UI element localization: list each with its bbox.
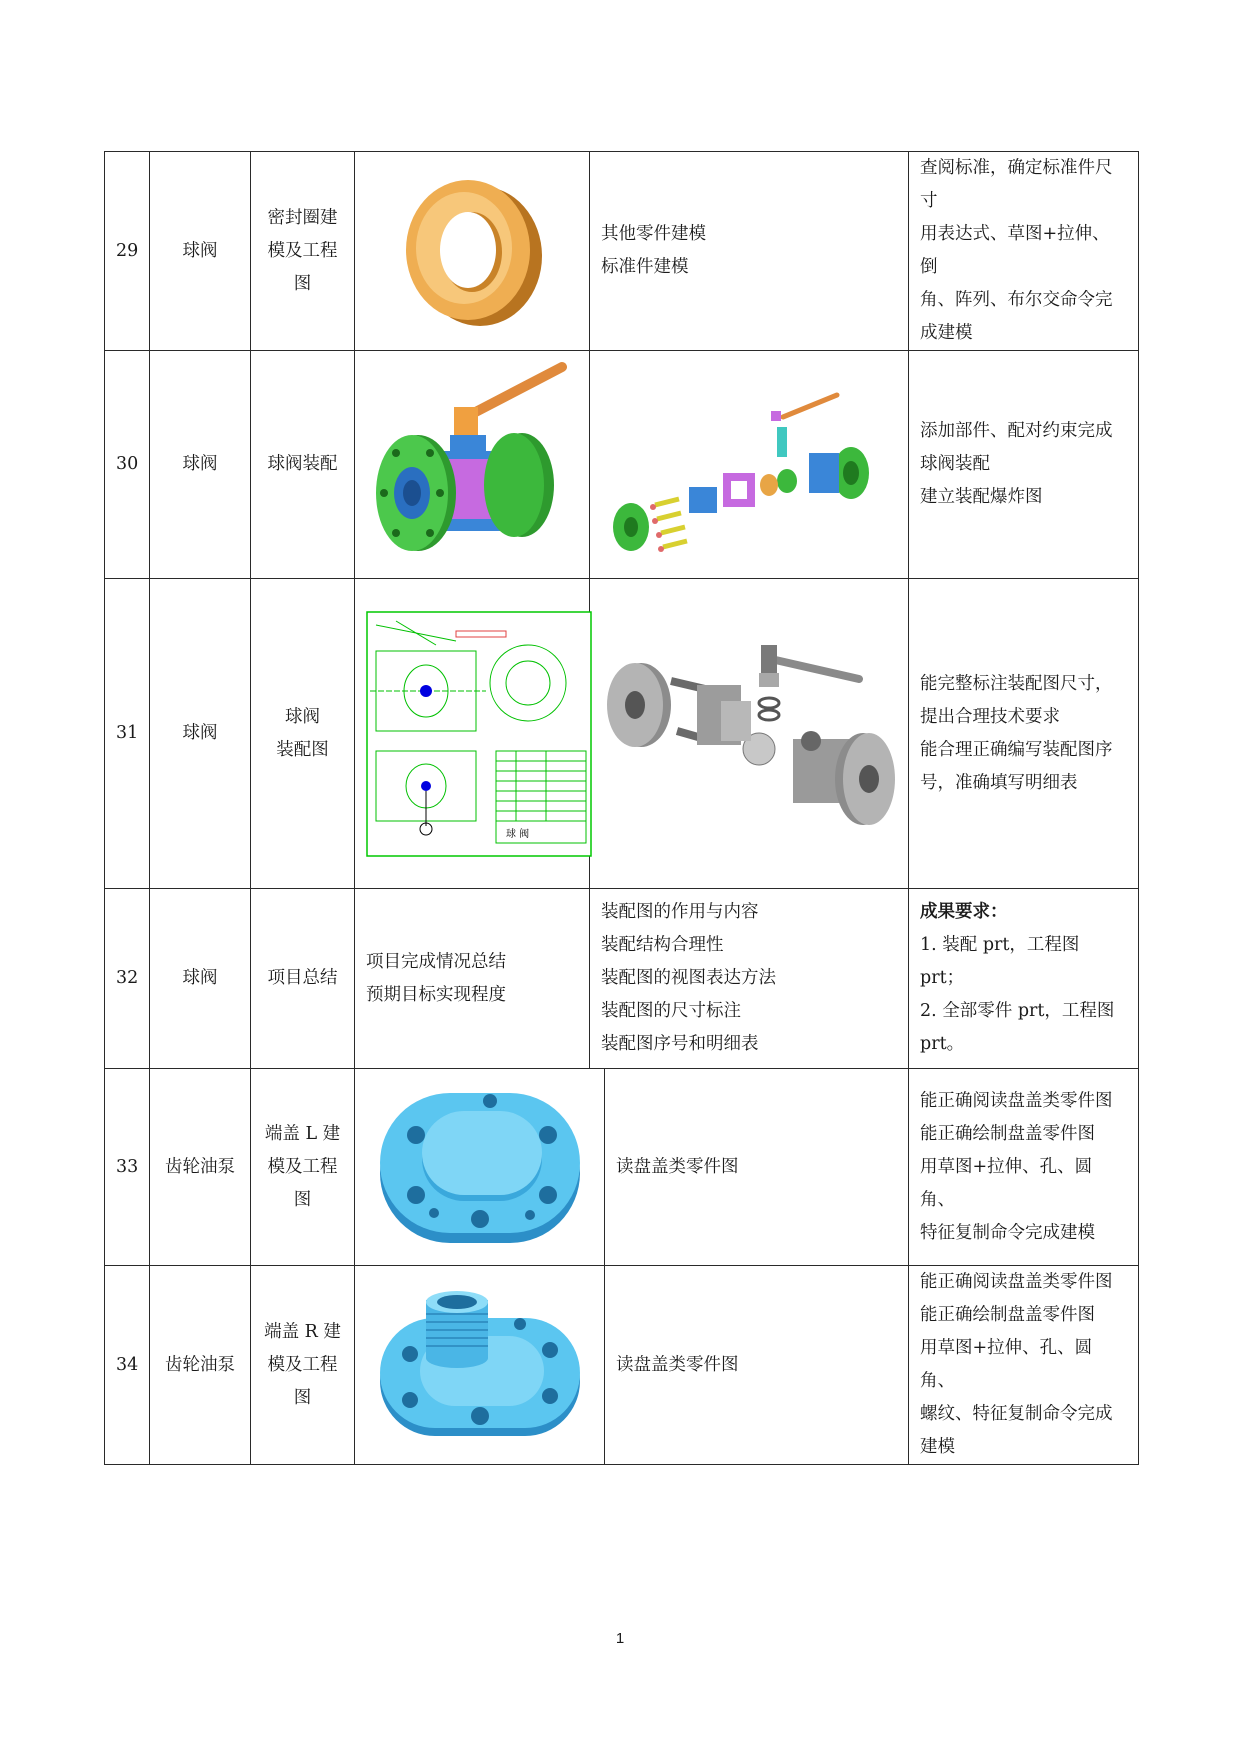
ball-valve-drawing-image (355, 579, 590, 889)
requirements-cell: 成果要求： 1. 装配 prt，工程图 prt； 2. 全部零件 prt，工程图 prt。 (909, 889, 1139, 1069)
content-cell: 读盘盖类零件图 (605, 1266, 909, 1465)
table-row (105, 1069, 1139, 1266)
table-row (105, 351, 1139, 579)
task-name: 端盖 R 建 模及工程 图 (251, 1266, 355, 1465)
task-name: 密封圈建 模及工程 图 (251, 152, 355, 351)
table-row (105, 579, 1139, 889)
project-name: 齿轮油泵 (150, 1069, 251, 1266)
ball-valve-assembly-image (355, 351, 590, 579)
task-name: 球阀 装配图 (251, 579, 355, 889)
table-row (105, 1266, 1139, 1465)
end-cover-r-image (355, 1266, 605, 1465)
row-number: 34 (105, 1266, 150, 1465)
requirements-cell: 添加部件、配对约束完成 球阀装配 建立装配爆炸图 (909, 351, 1139, 579)
requirements-cell: 能正确阅读盘盖类零件图 能正确绘制盘盖零件图 用草图+拉伸、孔、圆角、 螺纹、特征复制命令完成 建模 (909, 1266, 1139, 1465)
requirements-title: 成果要求： (920, 902, 1008, 922)
content-cell: 读盘盖类零件图 (605, 1069, 909, 1266)
end-cover-l-image (355, 1069, 605, 1266)
project-name: 球阀 (150, 579, 251, 889)
course-table (104, 151, 1139, 1465)
project-name: 球阀 (150, 152, 251, 351)
content-cell: 装配图的作用与内容 装配结构合理性 装配图的视图表达方法 装配图的尺寸标注 装配图序号和明细表 (590, 889, 909, 1069)
requirements-cell: 能正确阅读盘盖类零件图 能正确绘制盘盖零件图 用草图+拉伸、孔、圆角、 特征复制命令完成建模 (909, 1069, 1139, 1266)
svg-text:球 阀: 球 阀 (506, 828, 530, 840)
row-number: 33 (105, 1069, 150, 1266)
seal-ring-image (355, 152, 590, 351)
page-number: 1 (615, 1630, 625, 1647)
content-cell: 其他零件建模 标准件建模 (590, 152, 909, 351)
row-number: 30 (105, 351, 150, 579)
row-number: 31 (105, 579, 150, 889)
table-row (105, 889, 1139, 1069)
task-name: 球阀装配 (251, 351, 355, 579)
table-row (105, 152, 1139, 351)
ball-valve-exploded-image (590, 351, 909, 579)
ball-valve-metal-exploded-image (590, 579, 909, 889)
task-name: 项目总结 (251, 889, 355, 1069)
requirements-cell: 查阅标准，确定标准件尺 寸 用表达式、草图+拉伸、倒 角、阵列、布尔交命令完 成建模 (909, 152, 1139, 351)
row-number: 29 (105, 152, 150, 351)
row-number: 32 (105, 889, 150, 1069)
task-name: 端盖 L 建 模及工程 图 (251, 1069, 355, 1266)
summary-cell: 项目完成情况总结 预期目标实现程度 (355, 889, 590, 1069)
requirements-cell: 能完整标注装配图尺寸， 提出合理技术要求 能合理正确编写装配图序 号，准确填写明细表 (909, 579, 1139, 889)
project-name: 齿轮油泵 (150, 1266, 251, 1465)
project-name: 球阀 (150, 351, 251, 579)
project-name: 球阀 (150, 889, 251, 1069)
